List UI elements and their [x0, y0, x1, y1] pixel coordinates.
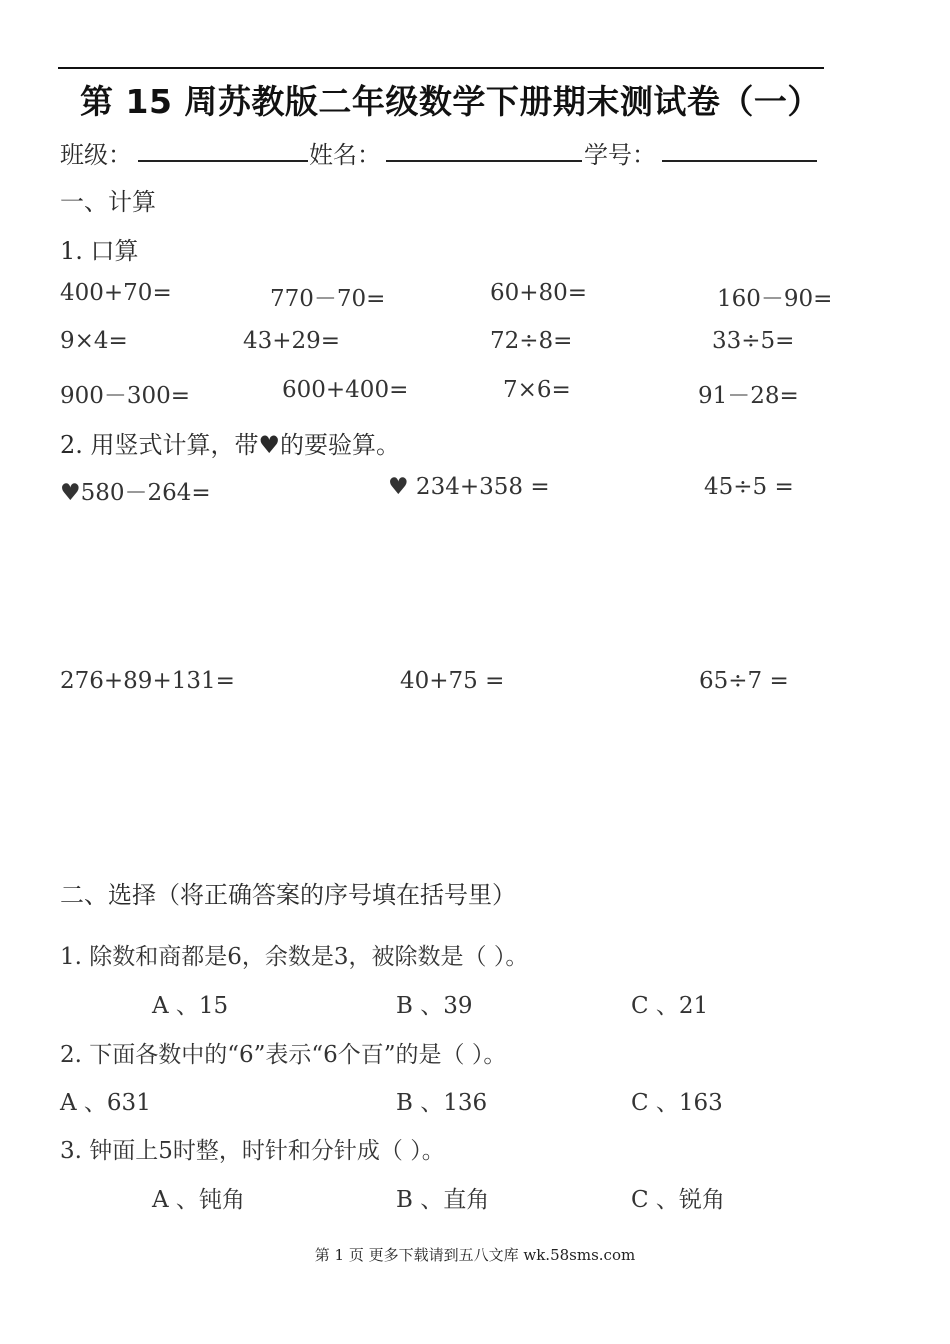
choice-option[interactable]: C 、21: [631, 993, 709, 1019]
name-field[interactable]: [386, 160, 582, 162]
choice-question: 3. 钟面上5时整，时针和分针成（ ）。: [60, 1138, 445, 1164]
part1-heading: 1. 口算: [60, 237, 139, 265]
vertical-calc-item: ♥ 234+358 =: [388, 474, 550, 500]
choice-option[interactable]: A 、631: [60, 1090, 151, 1116]
oral-item: 400+70=: [60, 280, 172, 306]
vertical-calc-item: 45÷5 =: [704, 474, 794, 500]
choice-option[interactable]: C 、163: [631, 1090, 723, 1116]
oral-item: 900－300=: [60, 383, 191, 409]
vertical-calc-item: 40+75 =: [400, 668, 505, 694]
oral-item: 91－28=: [698, 383, 799, 409]
section1-heading: 一、计算: [60, 188, 156, 216]
page-title: 第 15 周苏教版二年级数学下册期末测试卷（一）: [80, 82, 821, 121]
oral-item: 9×4=: [60, 328, 128, 354]
oral-item: 7×6=: [503, 377, 571, 403]
class-label: 班级：: [60, 141, 132, 169]
oral-item: 770－70=: [270, 286, 386, 312]
part2-heading: 2. 用竖式计算，带♥的要验算。: [60, 431, 401, 459]
page-footer: 第 1 页 更多下载请到五八文库 wk.58sms.com: [314, 1246, 636, 1264]
oral-item: 600+400=: [282, 377, 409, 403]
name-label: 姓名：: [309, 141, 381, 169]
choice-option[interactable]: B 、39: [396, 993, 473, 1019]
choice-question: 1. 除数和商都是6，余数是3，被除数是（ ）。: [60, 944, 529, 970]
choice-option[interactable]: B 、直角: [396, 1187, 490, 1213]
choice-option[interactable]: C 、锐角: [631, 1187, 725, 1213]
oral-item: 72÷8=: [490, 328, 573, 354]
class-field[interactable]: [138, 160, 308, 162]
choice-option[interactable]: A 、钝角: [152, 1187, 245, 1213]
section2-heading: 二、选择（将正确答案的序号填在括号里）: [60, 881, 516, 909]
top-rule: [58, 67, 824, 69]
vertical-calc-item: ♥580－264=: [60, 480, 211, 506]
vertical-calc-item: 276+89+131=: [60, 668, 235, 694]
choice-option[interactable]: A 、15: [152, 993, 229, 1019]
oral-item: 60+80=: [490, 280, 588, 306]
oral-item: 160－90=: [717, 286, 833, 312]
oral-item: 33÷5=: [712, 328, 795, 354]
id-label: 学号：: [584, 141, 656, 169]
choice-question: 2. 下面各数中的“6”表示“6个百”的是（ ）。: [60, 1042, 507, 1068]
choice-option[interactable]: B 、136: [396, 1090, 488, 1116]
oral-item: 43+29=: [243, 328, 341, 354]
vertical-calc-item: 65÷7 =: [699, 668, 789, 694]
id-field[interactable]: [662, 160, 817, 162]
